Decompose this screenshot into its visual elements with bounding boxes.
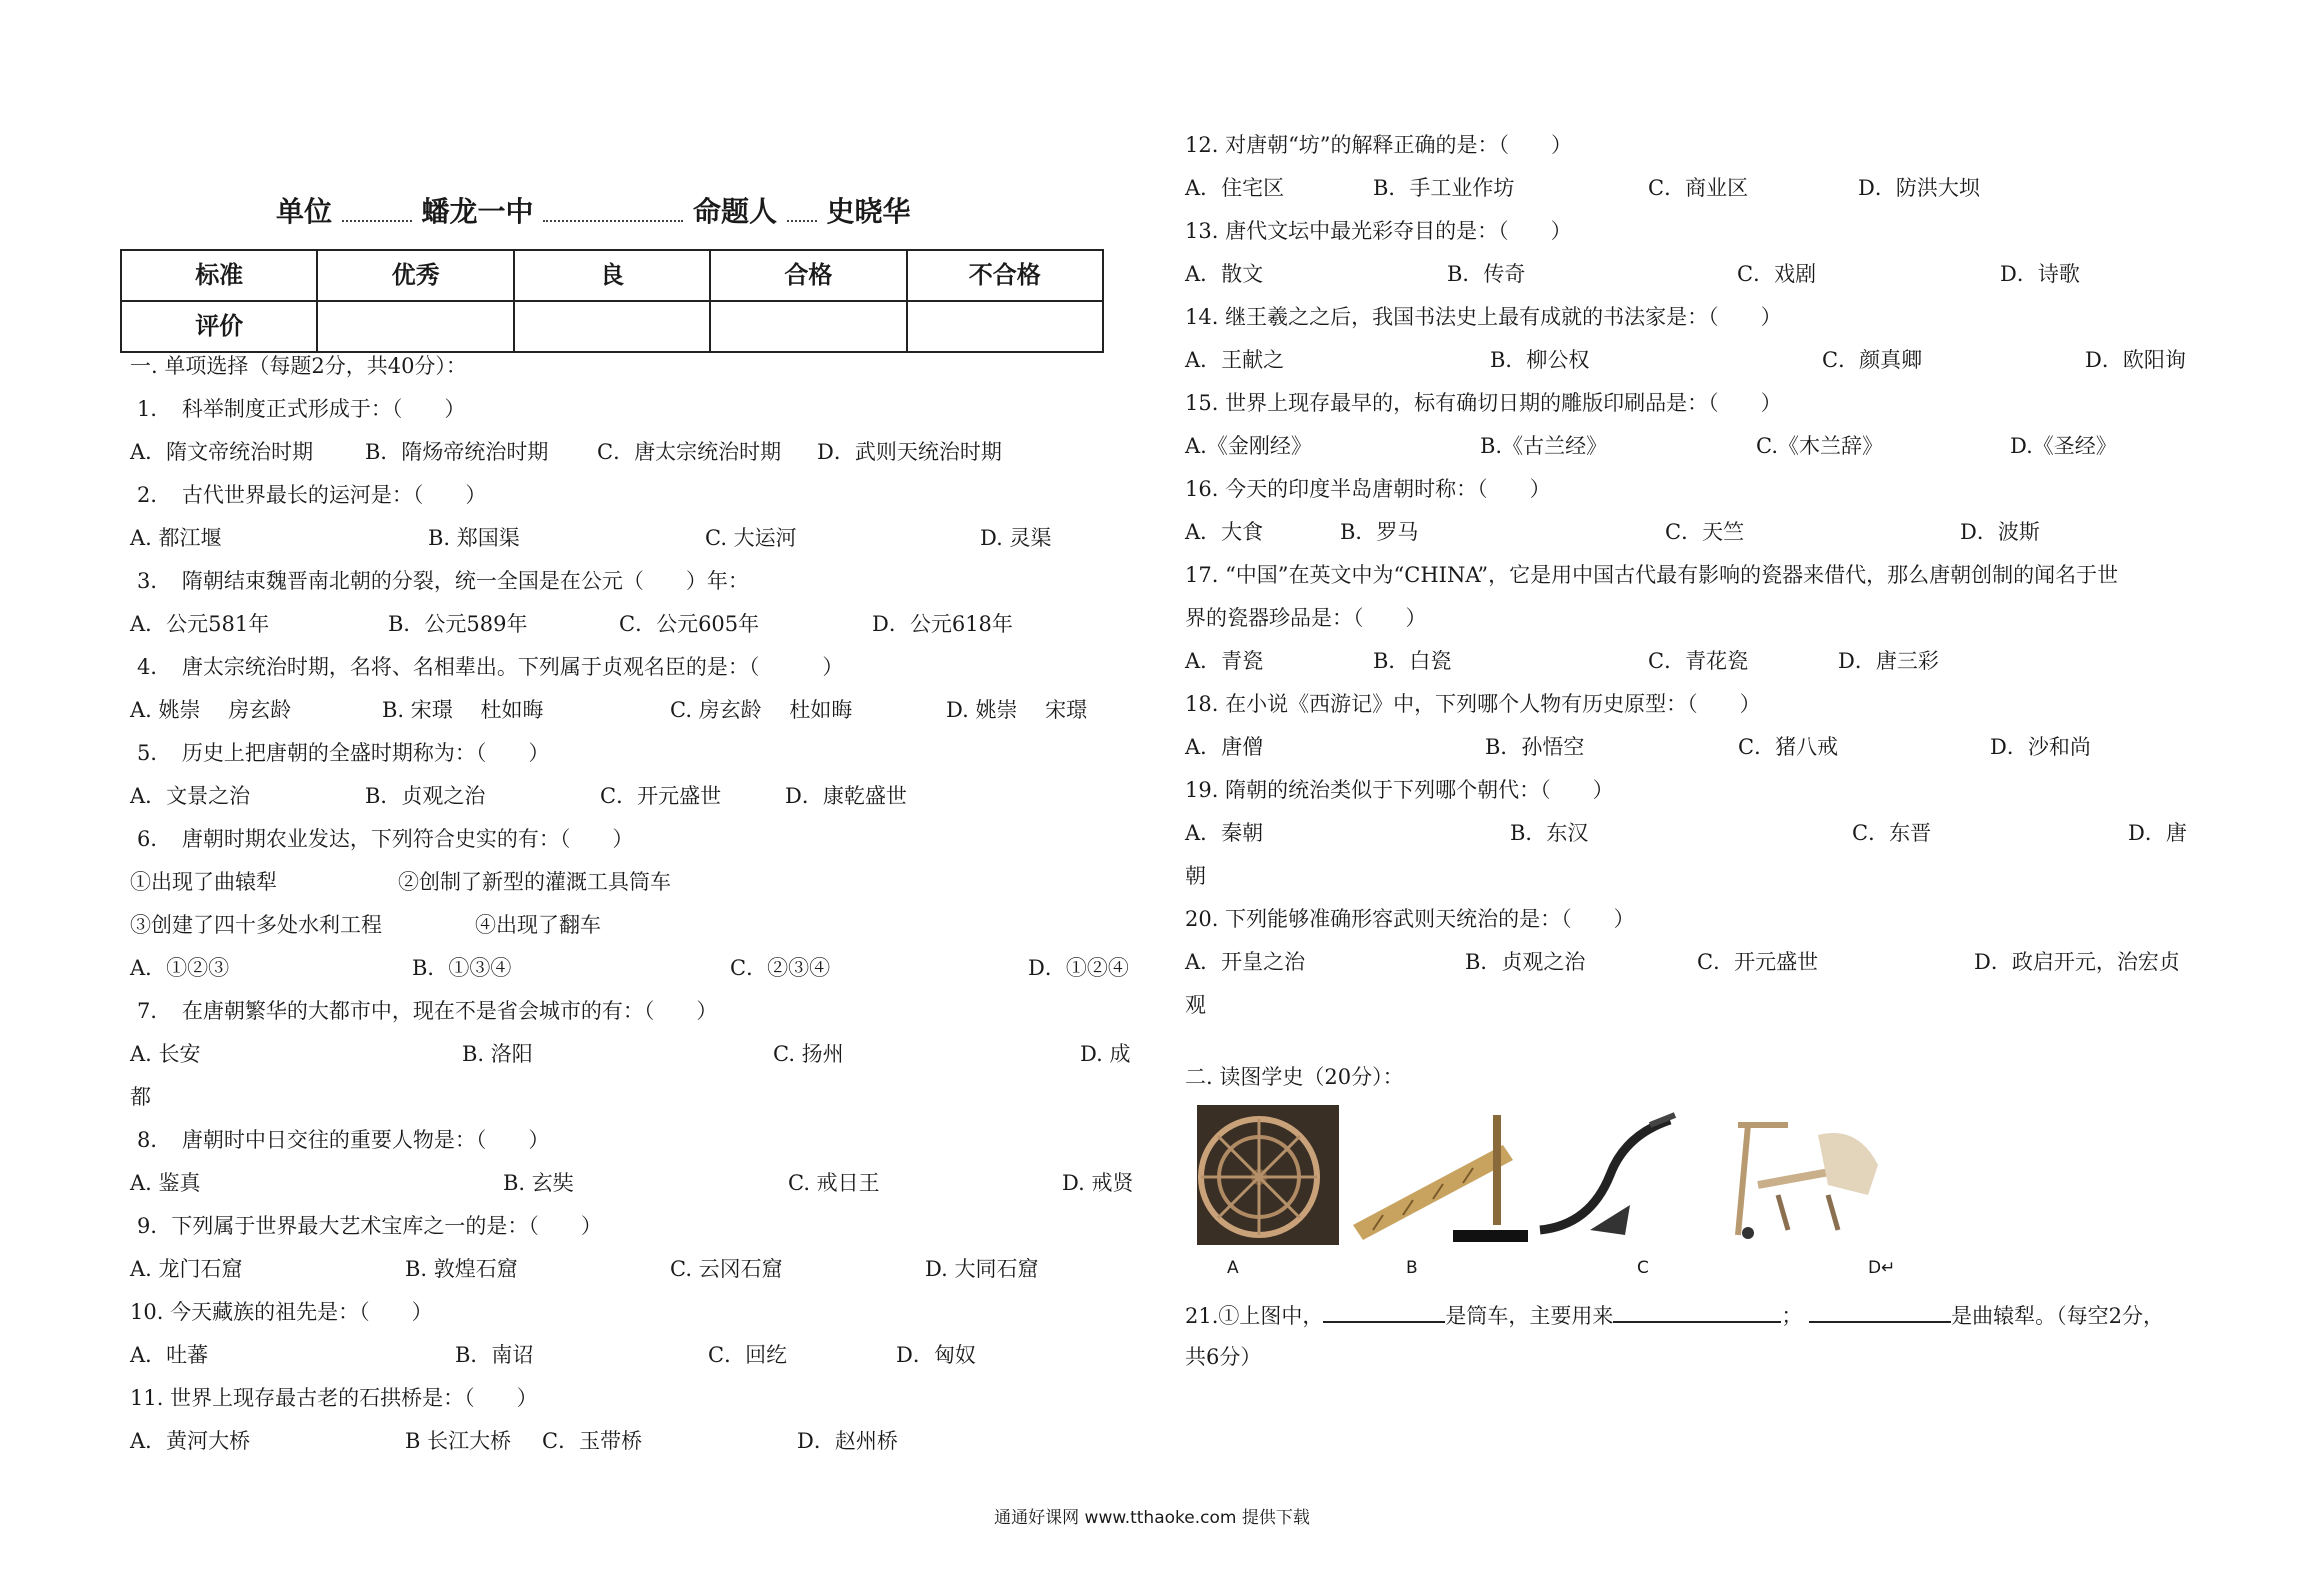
question-stem: 18. 在小说《西游记》中，下列哪个人物有历史原型：（ ） <box>1185 692 1761 716</box>
answer-blank[interactable] <box>1323 1301 1445 1323</box>
q21-part: 是曲辕犁。（每空2分， <box>1951 1304 2164 1328</box>
answer-option[interactable]: C．回纥 <box>708 1343 788 1367</box>
question-stem: 2． 古代世界最长的运河是：（ ） <box>137 483 487 507</box>
picture-label-c: C <box>1637 1258 1649 1278</box>
answer-option[interactable]: C．开元盛世 <box>1697 950 1819 974</box>
answer-option[interactable]: A．吐蕃 <box>130 1343 209 1367</box>
answer-option[interactable]: D. 姚崇 宋璟 <box>946 698 1088 722</box>
answer-option[interactable]: B 长江大桥 <box>405 1429 512 1453</box>
answer-option[interactable]: C．颜真卿 <box>1822 348 1923 372</box>
answer-option[interactable]: D．欧阳询 <box>2085 348 2186 372</box>
answer-option[interactable]: D．唐 <box>2128 821 2187 845</box>
answer-option[interactable]: A．大食 <box>1185 520 1264 544</box>
answer-option[interactable]: D．政启开元，治宏贞 <box>1974 950 2180 974</box>
page-title <box>276 190 911 230</box>
answer-option[interactable]: D．匈奴 <box>896 1343 976 1367</box>
grade-row-label: 评价 <box>121 301 317 352</box>
answer-option[interactable]: C. 大运河 <box>705 526 797 550</box>
answer-option[interactable]: B. 玄奘 <box>503 1171 574 1195</box>
answer-option[interactable]: D. 戒贤 <box>1062 1171 1134 1195</box>
answer-option[interactable]: C．戏剧 <box>1737 262 1817 286</box>
waterwheel-image <box>1197 1105 1339 1245</box>
grade-header-cell: 合格 <box>710 250 906 301</box>
answer-option[interactable]: A．开皇之治 <box>1185 950 1306 974</box>
wrapped-text: 观 <box>1185 993 1206 1017</box>
answer-option[interactable]: D．武则天统治时期 <box>817 440 1002 464</box>
answer-option[interactable]: A.《金刚经》 <box>1185 434 1312 458</box>
dotted-separator <box>342 204 412 222</box>
question-stem: 5． 历史上把唐朝的全盛时期称为：（ ） <box>137 741 550 765</box>
question-stem: 8． 唐朝时中日交往的重要人物是：（ ） <box>137 1128 550 1152</box>
answer-option[interactable]: C．②③④ <box>730 956 831 980</box>
waterwheel-icon <box>1197 1105 1339 1245</box>
question-stem: 3． 隋朝结束魏晋南北朝的分裂，统一全国是在公元（ ）年： <box>137 569 749 593</box>
answer-option[interactable]: B．孙悟空 <box>1485 735 1585 759</box>
answer-option[interactable]: B．白瓷 <box>1373 649 1452 673</box>
curved-plow-icon <box>1718 1105 1888 1245</box>
question-stem: 17. “中国”在英文中为“CHINA”，它是用中国古代最有影响的瓷器来借代，那么唐朝创制的闻名于世 <box>1185 563 2119 587</box>
answer-option[interactable]: A．①②③ <box>130 956 230 980</box>
question-21 <box>1185 1301 2164 1329</box>
curved-plow-image <box>1718 1105 1888 1245</box>
answer-option[interactable]: B．贞观之治 <box>365 784 486 808</box>
grade-cell[interactable] <box>317 301 513 352</box>
answer-option[interactable]: B．公元589年 <box>388 612 528 636</box>
grade-header-cell: 良 <box>514 250 710 301</box>
q21-part: ； <box>1781 1304 1803 1328</box>
answer-option[interactable]: A．住宅区 <box>1185 176 1285 200</box>
grade-table <box>120 249 1104 353</box>
statement-item: ④出现了翻车 <box>475 913 601 937</box>
answer-option[interactable]: D．诗歌 <box>2000 262 2080 286</box>
dotted-separator <box>543 204 683 222</box>
answer-option[interactable]: A. 龙门石窟 <box>130 1257 243 1281</box>
grade-header-row <box>121 250 1103 301</box>
question-stem: 4． 唐太宗统治时期，名将、名相辈出。下列属于贞观名臣的是：（ ） <box>137 655 844 679</box>
grade-header-cell: 标准 <box>121 250 317 301</box>
question-stem: 16. 今天的印度半岛唐朝时称：（ ） <box>1185 477 1551 501</box>
wrapped-text: 都 <box>130 1085 151 1109</box>
question-stem: 9．下列属于世界最大艺术宝库之一的是：（ ） <box>137 1214 602 1238</box>
q21-part: 21.①上图中， <box>1185 1304 1324 1328</box>
answer-option[interactable]: D. 大同石窟 <box>925 1257 1039 1281</box>
section-title: 一. 单项选择（每题2分，共40分）： <box>130 354 467 378</box>
answer-option[interactable]: C．开元盛世 <box>600 784 722 808</box>
question-stem: 20. 下列能够准确形容武则天统治的是：（ ） <box>1185 907 1635 931</box>
answer-option[interactable]: B. 敦煌石窟 <box>405 1257 518 1281</box>
wrapped-text: 共6分） <box>1185 1345 1262 1369</box>
answer-option[interactable]: B. 宋璟 杜如晦 <box>382 698 544 722</box>
answer-option[interactable]: A．文景之治 <box>130 784 251 808</box>
answer-option[interactable]: B.《古兰经》 <box>1480 434 1608 458</box>
question-stem: 19. 隋朝的统治类似于下列哪个朝代：（ ） <box>1185 778 1614 802</box>
unit-value: 蟠龙一中 <box>421 195 534 228</box>
answer-option[interactable]: C.《木兰辞》 <box>1756 434 1883 458</box>
grade-cell[interactable] <box>710 301 906 352</box>
answer-option[interactable]: D．唐三彩 <box>1838 649 1939 673</box>
answer-option[interactable]: C．猪八戒 <box>1738 735 1839 759</box>
question-stem: 13. 唐代文坛中最光彩夺目的是：（ ） <box>1185 219 1572 243</box>
question-stem: 10. 今天藏族的祖先是：（ ） <box>130 1300 433 1324</box>
author-label: 命题人 <box>693 195 778 228</box>
answer-option[interactable]: B．柳公权 <box>1490 348 1590 372</box>
answer-option[interactable]: D．公元618年 <box>872 612 1013 636</box>
answer-option[interactable]: A．秦朝 <box>1185 821 1264 845</box>
answer-option[interactable]: B．手工业作坊 <box>1373 176 1515 200</box>
answer-option[interactable]: D．①②④ <box>1028 956 1129 980</box>
answer-blank[interactable] <box>1613 1301 1781 1323</box>
chain-pump-image <box>1353 1105 1528 1245</box>
answer-option[interactable]: A. 长安 <box>130 1042 201 1066</box>
answer-option[interactable]: A．黄河大桥 <box>130 1429 251 1453</box>
answer-option[interactable]: A. 姚崇 房玄龄 <box>130 698 292 722</box>
author-value: 史晓华 <box>826 195 911 228</box>
chain-pump-icon <box>1353 1105 1528 1245</box>
page-footer: 通通好课网 www.tthaoke.com 提供下载 <box>994 1508 1310 1528</box>
grade-header-cell: 不合格 <box>907 250 1103 301</box>
answer-option[interactable]: C．天竺 <box>1665 520 1745 544</box>
answer-option[interactable]: C．唐太宗统治时期 <box>597 440 782 464</box>
answer-option[interactable]: A．王献之 <box>1185 348 1285 372</box>
answer-option[interactable]: D. 成 <box>1080 1042 1131 1066</box>
answer-option[interactable]: D．赵州桥 <box>797 1429 898 1453</box>
question-stem: 7． 在唐朝繁华的大都市中，现在不是省会城市的有：（ ） <box>137 999 718 1023</box>
statement-item: ②创制了新型的灌溉工具筒车 <box>398 870 671 894</box>
answer-option[interactable]: B. 郑国渠 <box>428 526 520 550</box>
answer-option[interactable]: B．隋炀帝统治时期 <box>365 440 549 464</box>
question-stem: 12. 对唐朝“坊”的解释正确的是：（ ） <box>1185 133 1573 157</box>
answer-option[interactable]: B. 洛阳 <box>462 1042 533 1066</box>
answer-option[interactable]: D．康乾盛世 <box>785 784 907 808</box>
picture-label-b: B <box>1406 1258 1418 1278</box>
answer-option[interactable]: B．南诏 <box>455 1343 534 1367</box>
unit-label: 单位 <box>276 195 333 228</box>
question-stem-wrap: 界的瓷器珍品是：（ ） <box>1185 606 1427 630</box>
answer-option[interactable]: A．青瓷 <box>1185 649 1264 673</box>
plow-icon <box>1530 1105 1680 1245</box>
answer-option[interactable]: D. 灵渠 <box>980 526 1052 550</box>
answer-option[interactable]: A．隋文帝统治时期 <box>130 440 314 464</box>
q21-part: 是筒车，主要用来 <box>1445 1304 1614 1328</box>
picture-label-a: A <box>1227 1258 1239 1278</box>
question-stem: 6． 唐朝时期农业发达，下列符合史实的有：（ ） <box>137 827 634 851</box>
question-stem: 15. 世界上现存最早的，标有确切日期的雕版印刷品是：（ ） <box>1185 391 1782 415</box>
plow-image <box>1530 1105 1680 1245</box>
wrapped-text: 朝 <box>1185 864 1206 888</box>
answer-option[interactable]: A. 鉴真 <box>130 1171 201 1195</box>
grade-cell[interactable] <box>907 301 1103 352</box>
answer-option[interactable]: B．传奇 <box>1447 262 1526 286</box>
statement-item: ③创建了四十多处水利工程 <box>130 913 382 937</box>
picture-label-d: D↵ <box>1868 1258 1896 1278</box>
answer-option[interactable]: C．东晋 <box>1852 821 1932 845</box>
statement-item: ①出现了曲辕犁 <box>130 870 277 894</box>
answer-option[interactable]: D.《圣经》 <box>2010 434 2117 458</box>
answer-option[interactable]: C. 房玄龄 杜如晦 <box>670 698 853 722</box>
answer-option[interactable]: A．散文 <box>1185 262 1264 286</box>
section-title: 二. 读图学史（20分）： <box>1185 1065 1404 1089</box>
answer-option[interactable]: B．罗马 <box>1340 520 1419 544</box>
question-stem: 11. 世界上现存最古老的石拱桥是：（ ） <box>130 1386 538 1410</box>
answer-option[interactable]: A. 都江堰 <box>130 526 222 550</box>
grade-cell[interactable] <box>514 301 710 352</box>
dotted-separator <box>787 204 817 222</box>
answer-option[interactable]: D．波斯 <box>1960 520 2040 544</box>
answer-option[interactable]: C. 扬州 <box>773 1042 844 1066</box>
grade-header-cell: 优秀 <box>317 250 513 301</box>
answer-option[interactable]: A．唐僧 <box>1185 735 1264 759</box>
answer-option[interactable]: A．公元581年 <box>130 612 270 636</box>
question-stem: 14. 继王羲之之后，我国书法史上最有成就的书法家是：（ ） <box>1185 305 1782 329</box>
answer-option[interactable]: B．贞观之治 <box>1465 950 1586 974</box>
answer-option[interactable]: B．东汉 <box>1510 821 1589 845</box>
answer-option[interactable]: C. 云冈石窟 <box>670 1257 783 1281</box>
answer-option[interactable]: C．玉带桥 <box>542 1429 643 1453</box>
answer-option[interactable]: D．沙和尚 <box>1990 735 2091 759</box>
answer-option[interactable]: C. 戒日王 <box>788 1171 880 1195</box>
answer-option[interactable]: C．公元605年 <box>619 612 760 636</box>
answer-option[interactable]: B．①③④ <box>412 956 512 980</box>
answer-blank[interactable] <box>1809 1301 1951 1323</box>
answer-option[interactable]: C．青花瓷 <box>1648 649 1749 673</box>
question-stem: 1． 科举制度正式形成于：（ ） <box>137 397 466 421</box>
answer-option[interactable]: C．商业区 <box>1648 176 1749 200</box>
grade-eval-row <box>121 301 1103 352</box>
answer-option[interactable]: D．防洪大坝 <box>1858 176 1980 200</box>
